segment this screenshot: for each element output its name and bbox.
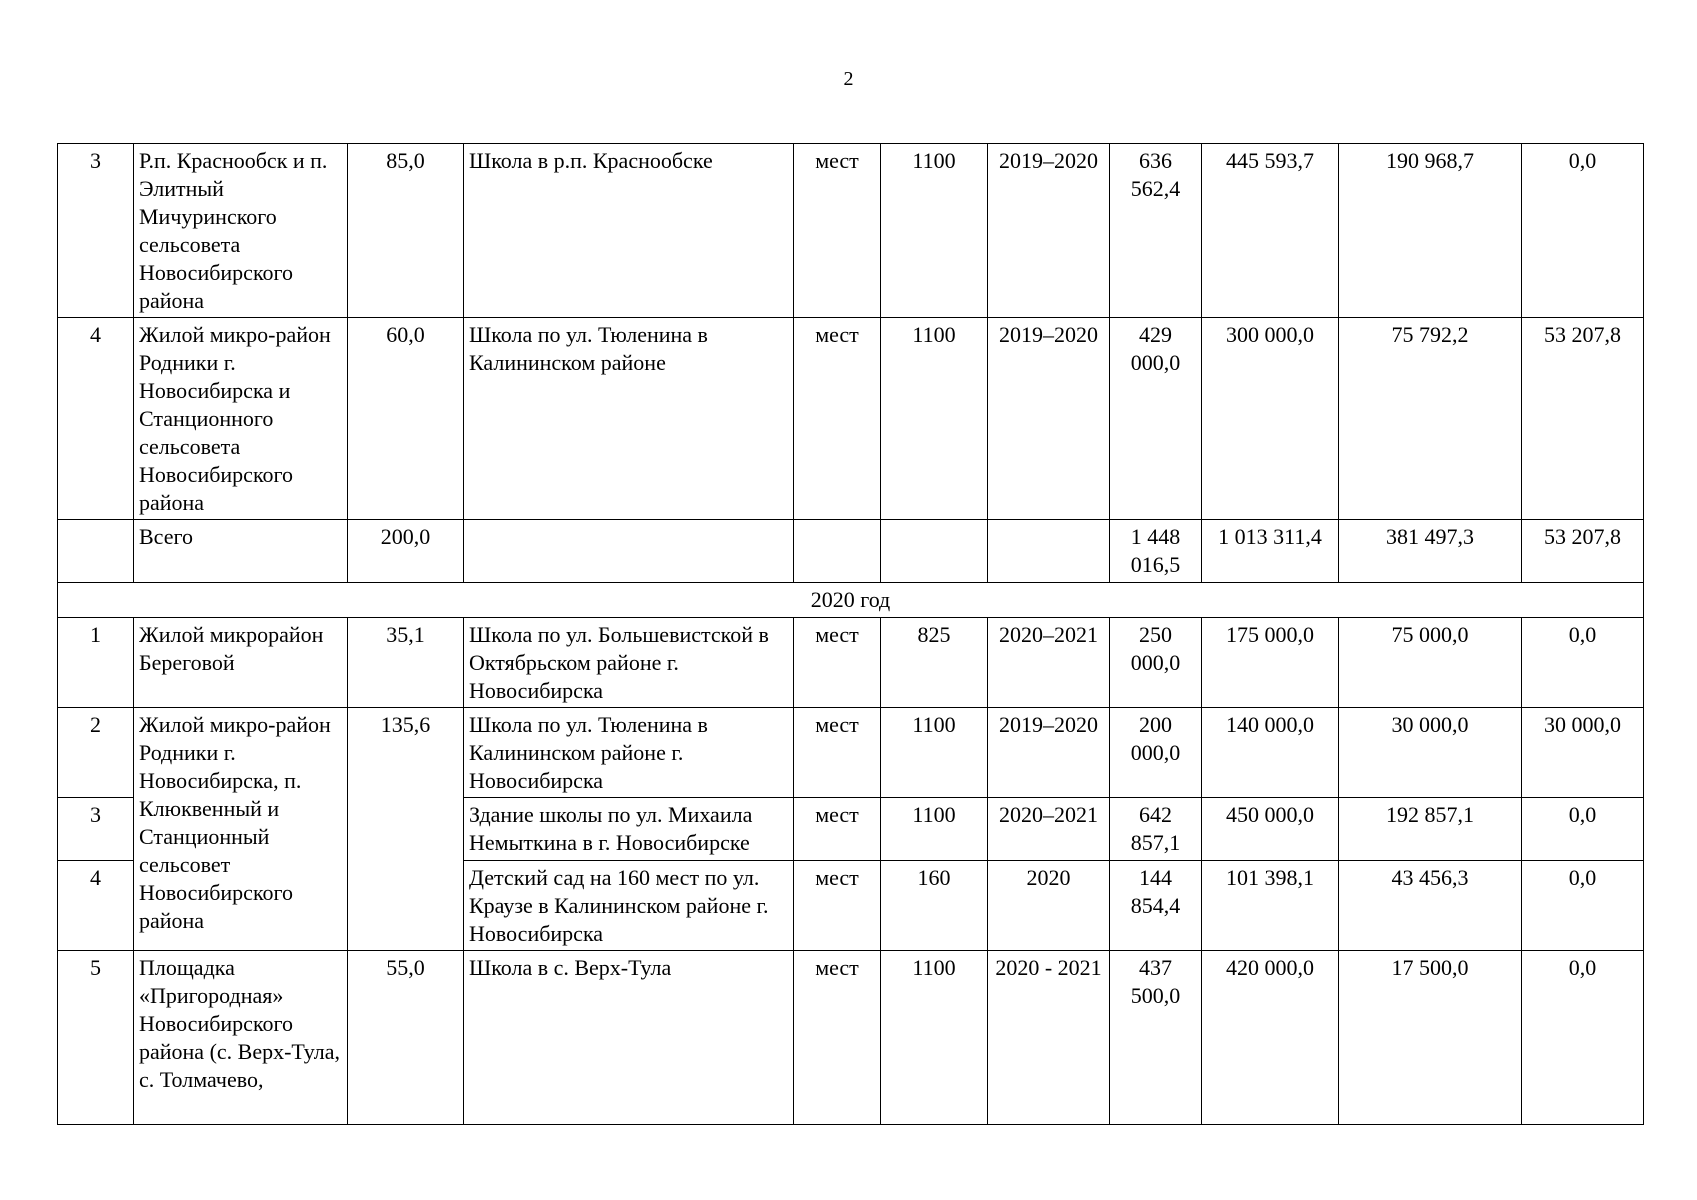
- total-cost-cell: [1110, 708, 1202, 798]
- total-cost-part-2: 000,0: [1130, 650, 1181, 675]
- row-number: 4: [58, 861, 134, 951]
- federal-cell: 140 000,0: [1202, 708, 1339, 798]
- empty-cell: [881, 520, 988, 583]
- other-cell: 30 000,0: [1522, 708, 1644, 798]
- object-cell: Школа в с. Верх-Тула: [464, 951, 794, 1125]
- table-row: [58, 618, 1644, 708]
- capacity-cell: 1100: [881, 798, 988, 861]
- federal-cell: 101 398,1: [1202, 861, 1339, 951]
- federal-cell: 175 000,0: [1202, 618, 1339, 708]
- capacity-cell: 160: [881, 861, 988, 951]
- territory-cell: Жилой микро-район Родники г. Новосибирска и Станционного сельсовета Новосибирского района: [134, 318, 348, 520]
- capacity-cell: 1100: [881, 144, 988, 318]
- capacity-cell: 1100: [881, 318, 988, 520]
- total-cost-cell: [1110, 861, 1202, 951]
- period-cell: 2019–2020: [988, 708, 1110, 798]
- total-cost-cell: [1110, 318, 1202, 520]
- regional-cell: 43 456,3: [1339, 861, 1522, 951]
- period-cell: 2020 - 2021: [988, 951, 1110, 1125]
- total-cost-part-1: 636: [1139, 148, 1172, 173]
- empty-cell: [58, 520, 134, 583]
- unit-cell: мест: [794, 861, 881, 951]
- year-header: 2020 год: [58, 583, 1644, 618]
- area-cell: 200,0: [348, 520, 464, 583]
- total-cost-part-2: 000,0: [1130, 740, 1181, 765]
- other-cell: 0,0: [1522, 861, 1644, 951]
- period-cell: 2020–2021: [988, 618, 1110, 708]
- table-row-total: [58, 520, 1644, 583]
- investment-table: [57, 143, 1644, 1125]
- federal-cell: 445 593,7: [1202, 144, 1339, 318]
- page-number: 2: [843, 68, 854, 90]
- table-row: [58, 144, 1644, 318]
- regional-cell: 190 968,7: [1339, 144, 1522, 318]
- row-number: 5: [58, 951, 134, 1125]
- other-cell: 0,0: [1522, 144, 1644, 318]
- object-cell: Детский сад на 160 мест по ул. Краузе в Калининском районе г. Новосибирска: [464, 861, 794, 951]
- unit-cell: мест: [794, 318, 881, 520]
- empty-cell: [464, 520, 794, 583]
- federal-cell: 300 000,0: [1202, 318, 1339, 520]
- period-cell: 2020: [988, 861, 1110, 951]
- row-number: 4: [58, 318, 134, 520]
- total-cost-part-2: 857,1: [1130, 830, 1181, 855]
- row-number: 3: [58, 798, 134, 861]
- unit-cell: мест: [794, 798, 881, 861]
- other-cell: 53 207,8: [1522, 318, 1644, 520]
- regional-cell: 75 792,2: [1339, 318, 1522, 520]
- total-cost-part-1: 250: [1139, 622, 1172, 647]
- other-cell: 0,0: [1522, 798, 1644, 861]
- total-cost-part-1: 200: [1139, 712, 1172, 737]
- row-number: 2: [58, 708, 134, 798]
- total-cost-part-1: 144: [1139, 865, 1172, 890]
- regional-cell: 75 000,0: [1339, 618, 1522, 708]
- unit-cell: мест: [794, 618, 881, 708]
- federal-cell: 1 013 311,4: [1202, 520, 1339, 583]
- other-cell: 53 207,8: [1522, 520, 1644, 583]
- regional-cell: 381 497,3: [1339, 520, 1522, 583]
- regional-cell: 30 000,0: [1339, 708, 1522, 798]
- total-cost-part-1: 1 448: [1130, 524, 1181, 549]
- section-header-row: [58, 583, 1644, 618]
- object-cell: Здание школы по ул. Михаила Немыткина в г. Новосибирске: [464, 798, 794, 861]
- federal-cell: 450 000,0: [1202, 798, 1339, 861]
- area-cell: 35,1: [348, 618, 464, 708]
- row-number: 3: [58, 144, 134, 318]
- total-cost-cell: [1110, 618, 1202, 708]
- total-cost-cell: [1110, 951, 1202, 1125]
- other-cell: 0,0: [1522, 618, 1644, 708]
- table-row: [58, 951, 1644, 1125]
- area-cell: 55,0: [348, 951, 464, 1125]
- total-cost-part-2: 000,0: [1130, 350, 1181, 375]
- territory-cell: Жилой микро-район Родники г. Новосибирска, п. Клюквенный и Станционный сельсовет Новосибирского района: [134, 708, 348, 951]
- period-cell: 2019–2020: [988, 144, 1110, 318]
- period-cell: 2020–2021: [988, 798, 1110, 861]
- total-cost-part-1: 437: [1139, 955, 1172, 980]
- row-number: 1: [58, 618, 134, 708]
- regional-cell: 192 857,1: [1339, 798, 1522, 861]
- total-cost-cell: [1110, 798, 1202, 861]
- area-cell: 85,0: [348, 144, 464, 318]
- area-cell: 60,0: [348, 318, 464, 520]
- total-cost-part-1: 429: [1139, 322, 1172, 347]
- object-cell: Школа по ул. Большевистской в Октябрьском районе г. Новосибирска: [464, 618, 794, 708]
- other-cell: 0,0: [1522, 951, 1644, 1125]
- total-cost-cell: [1110, 144, 1202, 318]
- territory-cell: Р.п. Краснообск и п. Элитный Мичуринского сельсовета Новосибирского района: [134, 144, 348, 318]
- unit-cell: мест: [794, 144, 881, 318]
- capacity-cell: 1100: [881, 951, 988, 1125]
- total-cost-part-1: 642: [1139, 802, 1172, 827]
- total-label: Всего: [134, 520, 348, 583]
- empty-cell: [988, 520, 1110, 583]
- regional-cell: 17 500,0: [1339, 951, 1522, 1125]
- table-row: [58, 708, 1644, 798]
- object-cell: Школа в р.п. Краснообске: [464, 144, 794, 318]
- empty-cell: [794, 520, 881, 583]
- unit-cell: мест: [794, 708, 881, 798]
- territory-cell: Площадка «Пригородная» Новосибирского района (с. Верх-Тула, с. Толмачево,: [134, 951, 348, 1125]
- total-cost-part-2: 854,4: [1130, 893, 1181, 918]
- period-cell: 2019–2020: [988, 318, 1110, 520]
- capacity-cell: 825: [881, 618, 988, 708]
- object-cell: Школа по ул. Тюленина в Калининском районе: [464, 318, 794, 520]
- federal-cell: 420 000,0: [1202, 951, 1339, 1125]
- total-cost-cell: [1110, 520, 1202, 583]
- table-row: [58, 318, 1644, 520]
- object-cell: Школа по ул. Тюленина в Калининском районе г. Новосибирска: [464, 708, 794, 798]
- capacity-cell: 1100: [881, 708, 988, 798]
- total-cost-part-2: 016,5: [1130, 552, 1181, 577]
- area-cell: 135,6: [348, 708, 464, 951]
- total-cost-part-2: 500,0: [1130, 983, 1181, 1008]
- territory-cell: Жилой микрорайон Береговой: [134, 618, 348, 708]
- total-cost-part-2: 562,4: [1130, 176, 1181, 201]
- unit-cell: мест: [794, 951, 881, 1125]
